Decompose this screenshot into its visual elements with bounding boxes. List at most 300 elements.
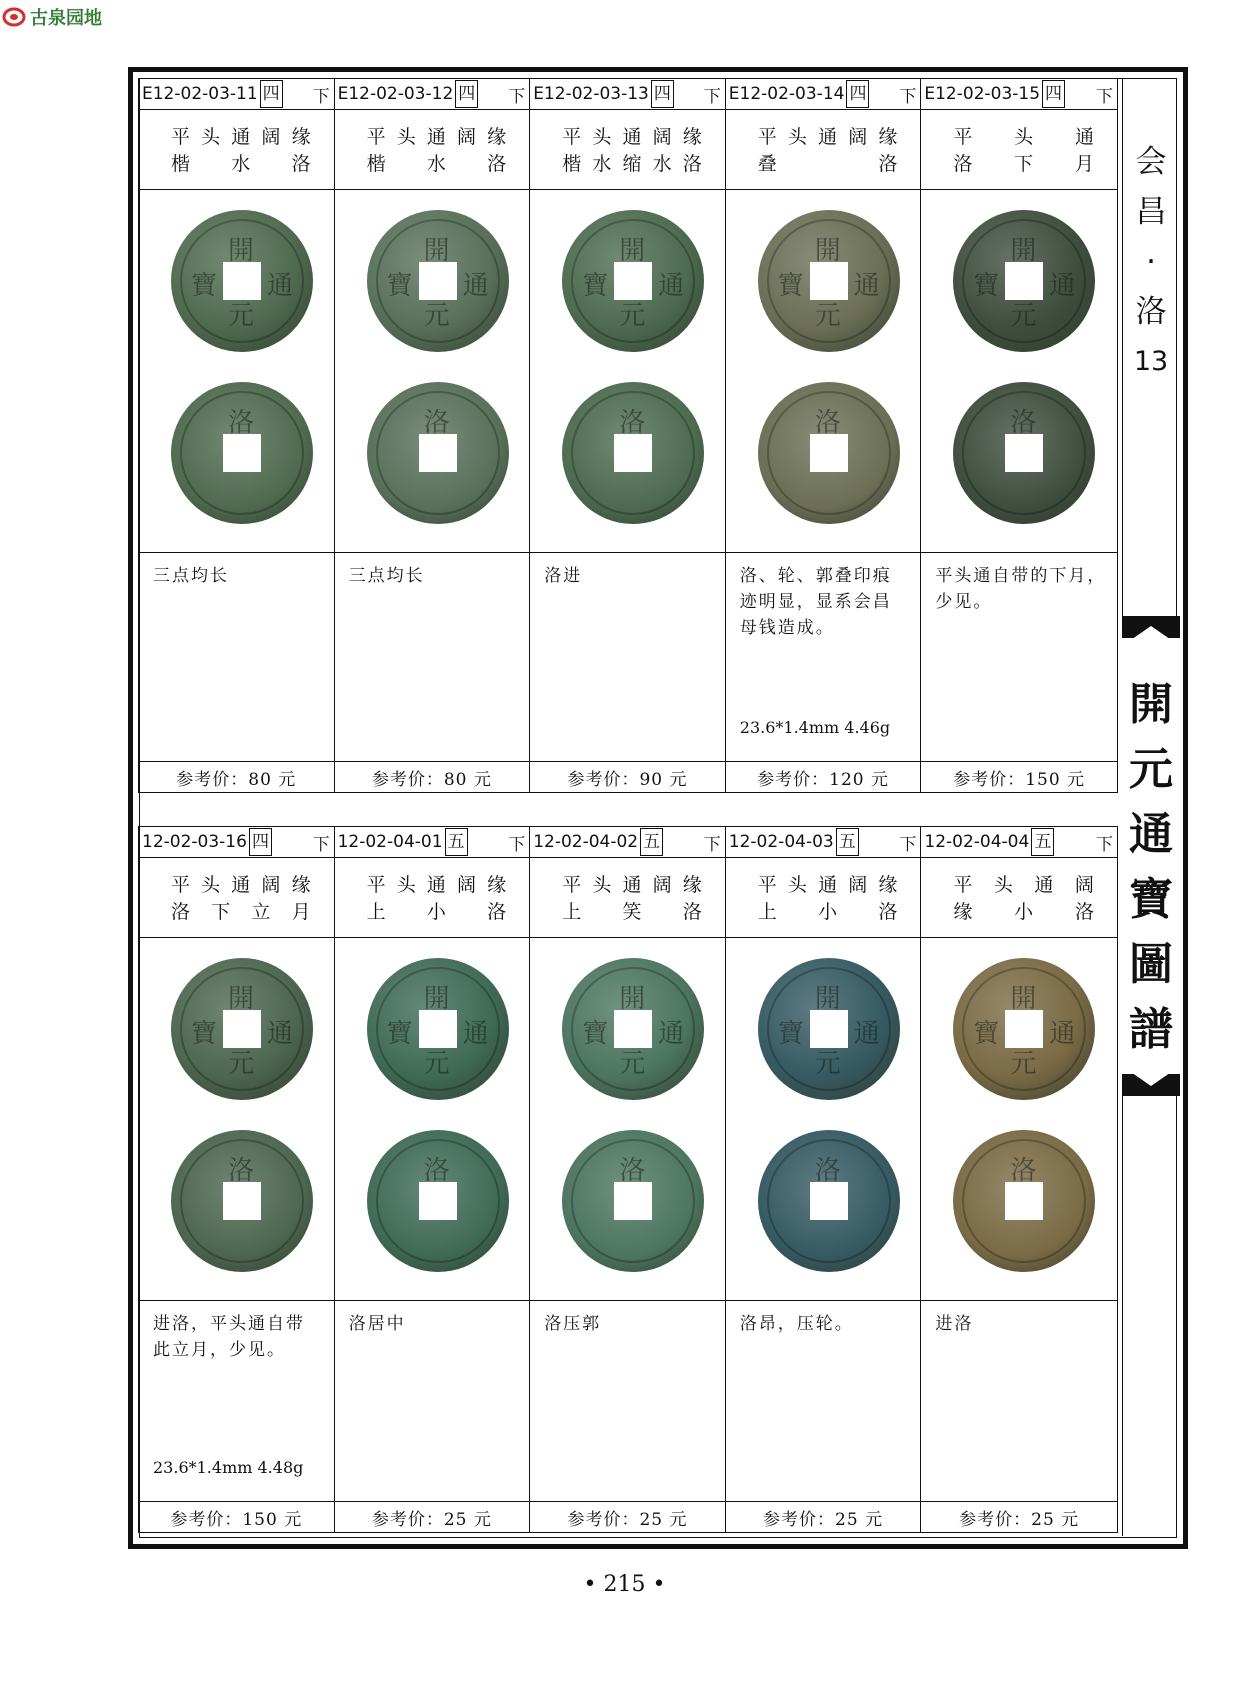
feature-char: 头 (787, 126, 810, 148)
feature-line (171, 151, 314, 178)
entry-code: E12-02-03-12 (337, 84, 454, 104)
feature-char: 头 (993, 874, 1016, 896)
coin-reverse-image (367, 382, 509, 524)
coin-obverse-image (562, 958, 704, 1100)
coin-hole (1005, 1182, 1043, 1220)
note-text: 平头通自带的下月，少见。 (935, 566, 1107, 612)
feature-row (138, 858, 1118, 938)
coin-images (921, 938, 1117, 1300)
coin-glyph: 寶 (582, 1019, 609, 1049)
price-row (138, 762, 1118, 793)
feature-char: 头 (592, 874, 615, 896)
measurement-text: 23.6*1.4mm 4.48g (153, 1458, 304, 1477)
entry-code: 12-02-04-03 (728, 832, 834, 852)
feature-description (139, 110, 335, 189)
coin-obverse-image (367, 958, 509, 1100)
price-row (138, 1502, 1118, 1533)
feature-char: 小 (426, 901, 449, 923)
coin-glyph: 開 (1010, 236, 1037, 266)
region-char: 洛 (1135, 294, 1167, 330)
feature-char: 缘 (682, 126, 705, 148)
coin-glyph: 元 (1010, 1049, 1037, 1079)
region-number: 13 (1133, 346, 1169, 377)
reference-price: 参考价：150 元 (139, 1502, 335, 1532)
coin-glyph: 寶 (386, 271, 413, 301)
feature-line (171, 872, 314, 899)
feature-char: 洛 (682, 153, 705, 175)
entry-grade: 五 (445, 828, 468, 856)
feature-char: 通 (622, 874, 645, 896)
coin-glyph: 通 (853, 271, 880, 301)
coin-images (335, 938, 531, 1300)
coin-glyph: 通 (853, 1019, 880, 1049)
feature-char: 阔 (652, 126, 675, 148)
entry-note (530, 1301, 726, 1501)
feature-char: 阔 (652, 874, 675, 896)
feature-char: 楷 (171, 153, 194, 175)
feature-char: 洛 (1074, 901, 1097, 923)
note-text: 洛压郭 (544, 1314, 602, 1334)
reference-price: 参考价：80 元 (139, 762, 335, 792)
entry-header (139, 79, 335, 109)
feature-char: 头 (1014, 126, 1037, 148)
coin-glyph: 通 (658, 271, 685, 301)
feature-line (953, 151, 1097, 178)
title-char: 通 (1129, 809, 1173, 860)
feature-row (138, 110, 1118, 190)
feature-char: 立 (251, 901, 274, 923)
coin-glyph: 通 (462, 1019, 489, 1049)
coin-glyph: 元 (1010, 301, 1037, 331)
feature-char: 头 (201, 126, 224, 148)
coin-glyph: 開 (619, 236, 646, 266)
feature-char: 通 (231, 874, 254, 896)
feature-description (139, 858, 335, 937)
note-text: 洛、轮、郭叠印痕迹明显，显系会昌母钱造成。 (739, 566, 892, 638)
feature-line (953, 872, 1097, 899)
feature-char: 缘 (878, 126, 901, 148)
coin-glyph: 寶 (191, 1019, 218, 1049)
coin-glyph: 洛 (814, 1156, 841, 1186)
entry-position: 下 (508, 834, 526, 855)
entry-grade: 四 (260, 80, 283, 108)
entry-header-row (138, 78, 1118, 110)
entry-position: 下 (899, 86, 917, 107)
coin-glyph: 元 (619, 1049, 646, 1079)
coin-hole (614, 1182, 652, 1220)
feature-char: 缘 (953, 901, 976, 923)
entry-code: E12-02-03-14 (728, 84, 845, 104)
coin-glyph: 元 (619, 301, 646, 331)
coin-glyph: 洛 (423, 1156, 450, 1186)
feature-line (171, 124, 314, 151)
entry-header (921, 79, 1117, 109)
feature-char: 阔 (848, 874, 871, 896)
coin-glyph: 通 (266, 271, 293, 301)
coin-glyph: 洛 (228, 408, 255, 438)
coin-hole (810, 1182, 848, 1220)
feature-char: 缩 (622, 153, 645, 175)
note-text: 洛进 (544, 566, 583, 586)
note-row (138, 553, 1118, 762)
feature-char: 缘 (291, 126, 314, 148)
entry-grade: 四 (249, 828, 272, 856)
coin-glyph: 元 (423, 301, 450, 331)
coin-obverse-image (562, 210, 704, 352)
feature-line (953, 124, 1097, 151)
catalog-section-1 (138, 78, 1118, 793)
page-number: • 215 • (583, 1572, 666, 1597)
coin-glyph: 開 (619, 984, 646, 1014)
entry-grade: 四 (651, 80, 674, 108)
title-char: 元 (1129, 744, 1173, 795)
entry-position: 下 (703, 86, 721, 107)
coin-images (139, 938, 335, 1300)
feature-char: 头 (592, 126, 615, 148)
catalog-section-2 (138, 826, 1118, 1533)
coin-glyph: 元 (423, 1049, 450, 1079)
feature-line (562, 124, 705, 151)
feature-char: 通 (622, 126, 645, 148)
feature-char: 平 (366, 126, 389, 148)
feature-char: 下 (211, 901, 234, 923)
entry-code: E12-02-03-15 (924, 84, 1041, 104)
coin-reverse-image (758, 382, 900, 524)
feature-char: 洛 (487, 153, 510, 175)
feature-char: 小 (818, 901, 841, 923)
feature-char: 阔 (848, 126, 871, 148)
title-char: 圖 (1129, 939, 1173, 990)
entry-header (335, 79, 531, 109)
feature-char: 通 (818, 126, 841, 148)
feature-char: 水 (231, 153, 254, 175)
feature-char: 上 (562, 901, 585, 923)
coin-obverse-image (953, 958, 1095, 1100)
coin-hole (1005, 434, 1043, 472)
title-char: 譜 (1129, 1004, 1173, 1055)
feature-line (171, 899, 314, 926)
feature-line (562, 899, 705, 926)
coin-glyph: 寶 (777, 1019, 804, 1049)
note-text: 三点均长 (153, 566, 229, 586)
feature-line (758, 124, 901, 151)
entry-note (530, 553, 726, 761)
title-char: 開 (1129, 679, 1173, 730)
feature-char: 平 (757, 874, 780, 896)
feature-char: 洛 (171, 901, 194, 923)
feature-char: 阔 (457, 126, 480, 148)
coin-obverse-image (758, 210, 900, 352)
coin-glyph: 洛 (814, 408, 841, 438)
coin-glyph: 洛 (1010, 408, 1037, 438)
feature-char: 下 (1014, 153, 1037, 175)
feature-line (758, 872, 901, 899)
coin-glyph: 通 (1049, 1019, 1076, 1049)
feature-char: 平 (562, 126, 585, 148)
entry-grade: 四 (455, 80, 478, 108)
entry-position: 下 (312, 86, 330, 107)
reference-price: 参考价：25 元 (959, 1509, 1080, 1530)
feature-char: 平 (953, 874, 976, 896)
coin-glyph: 元 (814, 301, 841, 331)
entry-code: 12-02-04-04 (924, 832, 1030, 852)
feature-description (335, 858, 531, 937)
coin-images (921, 190, 1117, 552)
entry-grade: 四 (846, 80, 869, 108)
coin-glyph: 通 (266, 1019, 293, 1049)
coin-image-row (138, 938, 1118, 1301)
feature-line (758, 899, 901, 926)
entry-note (726, 1301, 922, 1501)
entry-note (335, 1301, 531, 1501)
entry-grade: 五 (836, 828, 859, 856)
entry-grade: 五 (1031, 828, 1054, 856)
reference-price: 参考价：25 元 (335, 1502, 531, 1532)
feature-char: 楷 (562, 153, 585, 175)
note-text: 三点均长 (348, 566, 425, 586)
brand-logo (2, 4, 102, 30)
coin-reverse-image (171, 1130, 313, 1272)
entry-grade: 四 (1042, 80, 1065, 108)
coin-glyph: 寶 (973, 1019, 1000, 1049)
feature-char: 洛 (291, 153, 314, 175)
coin-glyph: 元 (228, 1049, 255, 1079)
coin-glyph: 開 (423, 236, 450, 266)
feature-char: 洛 (878, 901, 901, 923)
title-char: 寶 (1129, 874, 1173, 925)
entry-code: 12-02-04-01 (337, 832, 443, 852)
coin-glyph: 洛 (619, 408, 646, 438)
reference-price: 参考价：25 元 (726, 1502, 922, 1532)
note-text: 进洛，平头通自带此立月，少见。 (153, 1314, 305, 1360)
entry-header (530, 79, 726, 109)
entry-header (726, 827, 922, 857)
feature-char: 洛 (487, 901, 510, 923)
book-title (1122, 616, 1180, 1096)
feature-char: 水 (652, 153, 675, 175)
feature-char: 洛 (682, 901, 705, 923)
feature-char: 月 (1074, 153, 1097, 175)
entry-note (335, 553, 531, 761)
feature-char: 缘 (291, 874, 314, 896)
entry-position: 下 (703, 834, 721, 855)
feature-char: 阔 (1074, 874, 1097, 896)
feature-char: 平 (562, 874, 585, 896)
feature-char: 头 (201, 874, 224, 896)
entry-note (726, 553, 922, 761)
coin-glyph: 通 (462, 271, 489, 301)
coin-hole (614, 434, 652, 472)
entry-header (139, 827, 335, 857)
feature-line (758, 151, 901, 178)
measurement-text: 23.6*1.4mm 4.46g (739, 718, 891, 737)
entry-position: 下 (508, 86, 526, 107)
coin-obverse-image (171, 958, 313, 1100)
brand-name: 古泉园地 (30, 8, 102, 29)
reference-price: 参考价：150 元 (953, 769, 1086, 790)
feature-char: 通 (818, 874, 841, 896)
entry-code: E12-02-03-13 (533, 84, 649, 104)
feature-description (921, 858, 1117, 937)
coin-hole (223, 434, 261, 472)
feature-char: 平 (171, 126, 194, 148)
coin-images (530, 938, 726, 1300)
feature-char: 洛 (878, 153, 901, 175)
entry-position: 下 (899, 834, 917, 855)
entry-header (726, 79, 922, 109)
entry-header (530, 827, 726, 857)
feature-char: 水 (592, 153, 615, 175)
coin-glyph: 元 (228, 301, 255, 331)
chevron-down-icon (1122, 1066, 1180, 1096)
coin-glyph: 通 (658, 1019, 685, 1049)
coin-glyph: 寶 (191, 271, 218, 301)
feature-char: 平 (757, 126, 780, 148)
feature-char: 阔 (457, 874, 480, 896)
feature-char: 缘 (878, 874, 901, 896)
entry-header (335, 827, 531, 857)
coin-glyph: 開 (814, 236, 841, 266)
entry-code: E12-02-03-11 (142, 84, 258, 104)
feature-char: 头 (396, 126, 419, 148)
note-row (138, 1301, 1118, 1502)
coin-glyph: 開 (1010, 984, 1037, 1014)
coin-glyph: 洛 (1010, 1156, 1037, 1186)
coin-reverse-image (562, 1130, 704, 1272)
feature-description (530, 858, 726, 937)
feature-char: 洛 (953, 153, 976, 175)
chevron-up-icon (1122, 616, 1180, 646)
feature-char: 头 (787, 874, 810, 896)
entry-note (139, 1301, 335, 1501)
coin-glyph: 開 (228, 236, 255, 266)
feature-char: 头 (396, 874, 419, 896)
entry-note (921, 553, 1117, 761)
feature-line (367, 872, 510, 899)
feature-line (562, 151, 705, 178)
note-text: 洛昂，压轮。 (739, 1314, 854, 1334)
coin-glyph: 開 (423, 984, 450, 1014)
reference-price: 参考价：25 元 (530, 1502, 726, 1532)
feature-description (335, 110, 531, 189)
coin-reverse-image (953, 1130, 1095, 1272)
side-bar (1122, 78, 1180, 1536)
coin-glyph: 寶 (582, 271, 609, 301)
coin-glyph: 寶 (777, 271, 804, 301)
feature-char: 缘 (487, 126, 510, 148)
feature-char: 上 (366, 901, 389, 923)
coin-glyph: 開 (814, 984, 841, 1014)
feature-char: 水 (426, 153, 449, 175)
note-text: 进洛 (935, 1314, 974, 1334)
coin-glyph: 通 (1049, 271, 1076, 301)
coin-glyph: 開 (228, 984, 255, 1014)
reference-price: 参考价：90 元 (530, 762, 726, 792)
coin-image-row (138, 190, 1118, 553)
coin-obverse-image (758, 958, 900, 1100)
coin-hole (419, 1182, 457, 1220)
coin-glyph: 元 (814, 1049, 841, 1079)
region-char: 昌 (1135, 194, 1167, 230)
coin-glyph: 寶 (386, 1019, 413, 1049)
reference-price: 参考价：120 元 (726, 762, 922, 792)
feature-char: 平 (953, 126, 976, 148)
coin-obverse-image (953, 210, 1095, 352)
entry-header (921, 827, 1117, 857)
feature-char: 楷 (366, 153, 389, 175)
coin-hole (810, 434, 848, 472)
feature-char: 通 (1034, 874, 1057, 896)
entry-position: 下 (1095, 834, 1113, 855)
entry-code: 12-02-03-16 (142, 832, 247, 852)
feature-line (367, 124, 510, 151)
feature-char: 阔 (261, 126, 284, 148)
entry-note (139, 553, 335, 761)
feature-description (921, 110, 1117, 189)
coin-reverse-image (562, 382, 704, 524)
coin-hole (223, 1182, 261, 1220)
coin-reverse-image (367, 1130, 509, 1272)
coin-obverse-image (171, 210, 313, 352)
entry-grade: 五 (640, 828, 663, 856)
feature-char: 月 (291, 901, 314, 923)
feature-char: 平 (366, 874, 389, 896)
entry-position: 下 (312, 834, 330, 855)
coin-glyph: 寶 (973, 271, 1000, 301)
coin-images (335, 190, 531, 552)
coin-reverse-image (953, 382, 1095, 524)
feature-char: 笑 (622, 901, 645, 923)
feature-description (726, 858, 922, 937)
brand-swirl-icon (2, 7, 28, 27)
entry-note (921, 1301, 1117, 1501)
coin-reverse-image (758, 1130, 900, 1272)
coin-glyph: 洛 (228, 1156, 255, 1186)
region-char: 会 (1135, 144, 1167, 180)
feature-char: 通 (231, 126, 254, 148)
entry-position: 下 (1095, 86, 1113, 107)
coin-obverse-image (367, 210, 509, 352)
coin-glyph: 洛 (423, 408, 450, 438)
feature-description (726, 110, 922, 189)
coin-images (530, 190, 726, 552)
feature-line (953, 899, 1097, 926)
feature-char: 平 (171, 874, 194, 896)
coin-images (139, 190, 335, 552)
feature-char: 阔 (261, 874, 284, 896)
feature-line (367, 151, 510, 178)
entry-header-row (138, 826, 1118, 858)
feature-char: 缘 (487, 874, 510, 896)
coin-glyph: 洛 (619, 1156, 646, 1186)
note-text: 洛居中 (348, 1314, 406, 1334)
feature-description (530, 110, 726, 189)
coin-images (726, 190, 922, 552)
coin-reverse-image (171, 382, 313, 524)
entry-code: 12-02-04-02 (533, 832, 639, 852)
feature-char: 叠 (757, 153, 780, 175)
feature-char: 通 (426, 874, 449, 896)
coin-images (726, 938, 922, 1300)
feature-char: 缘 (682, 874, 705, 896)
feature-line (367, 899, 510, 926)
feature-char: 上 (757, 901, 780, 923)
feature-char: 小 (1014, 901, 1037, 923)
coin-hole (419, 434, 457, 472)
feature-line (562, 872, 705, 899)
feature-char: 通 (1074, 126, 1097, 148)
region-char: · (1146, 244, 1156, 280)
